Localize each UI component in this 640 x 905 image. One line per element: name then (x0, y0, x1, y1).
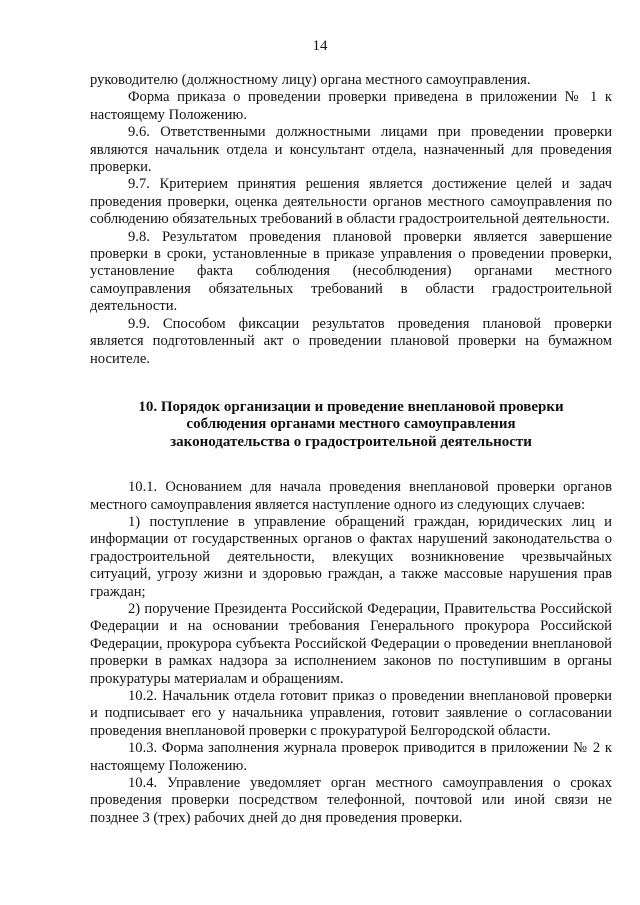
paragraph-9-6: 9.6. Ответственными должностными лицами при проведении проверки являются начальник отдела и консультант отдела, назначенный для проведения проверки. (90, 124, 612, 176)
paragraph-9-9: 9.9. Способом фиксации результатов проведения плановой проверки является подготовленный акт о проведении плановой проверки на бумажном носителе. (90, 315, 612, 367)
section-heading (90, 399, 612, 451)
paragraph-9-8: 9.8. Результатом проведения плановой проверки является завершение проверки в сроки, установленные в приказе управления о проведении проверки, установление факта соблюдения (несоблюдения) органами местного самоуправления обязательных требований в области градостроительной деятельности. (90, 228, 612, 315)
paragraph-10-1: 10.1. Основанием для начала проведения внеплановой проверки органов местного самоуправления является наступление одного из следующих случаев: (90, 479, 612, 513)
page-number: 14 (312, 38, 328, 54)
paragraph-10-1-item-2: 2) поручение Президента Российской Федерации, Правительства Российской Федерации и на основании требования Генерального прокурора Российской Федерации, прокурора субъекта Российской Федерации о проведении внеплановой проверки в рамках надзора за исполнением законов по поступившим в органы прокуратуры материалам и обращениям. (90, 600, 612, 687)
section-heading-line-3: законодательства о градостроительной деятельности (170, 433, 532, 450)
paragraph-10-1-item-1: 1) поступление в управление обращений граждан, юридических лиц и информации от государственных органов о фактах нарушений законодательства о градостроительной деятельности, влекущих возникновение чрезвычайных ситуаций, угрозу жизни и здоровью граждан, а также массовые нарушения прав граждан; (90, 513, 612, 600)
paragraph-10-4: 10.4. Управление уведомляет орган местного самоуправления о сроках проведения проверки посредством телефонной, почтовой или иной связи не позднее 3 (трех) рабочих дней до дня проведения проверки. (90, 775, 612, 826)
paragraph-continuation: руководителю (должностному лицу) органа местного самоуправления. (90, 72, 531, 88)
paragraph-order-form: Форма приказа о проведении проверки приведена в приложении № 1 к настоящему Положению. (90, 89, 612, 123)
section-heading-line-2: соблюдения органами местного самоуправления (186, 416, 516, 433)
paragraph-10-2: 10.2. Начальник отдела готовит приказ о проведении внеплановой проверки и подписывает его у начальника управления, готовит заявление о согласовании проведения внеплановой проверки с прокуратурой Белгородской области. (90, 688, 612, 739)
document-body (90, 72, 612, 827)
paragraph-9-7: 9.7. Критерием принятия решения является достижение целей и задач проведения проверки, оценка деятельности органов местного самоуправления по соблюдению обязательных требований в области градостроительной деятельности. (90, 176, 612, 228)
paragraph-10-3: 10.3. Форма заполнения журнала проверок приводится в приложении № 2 к настоящему Положению. (90, 740, 612, 774)
section-heading-line-1: 10. Порядок организации и проведение внеплановой проверки (138, 398, 564, 415)
